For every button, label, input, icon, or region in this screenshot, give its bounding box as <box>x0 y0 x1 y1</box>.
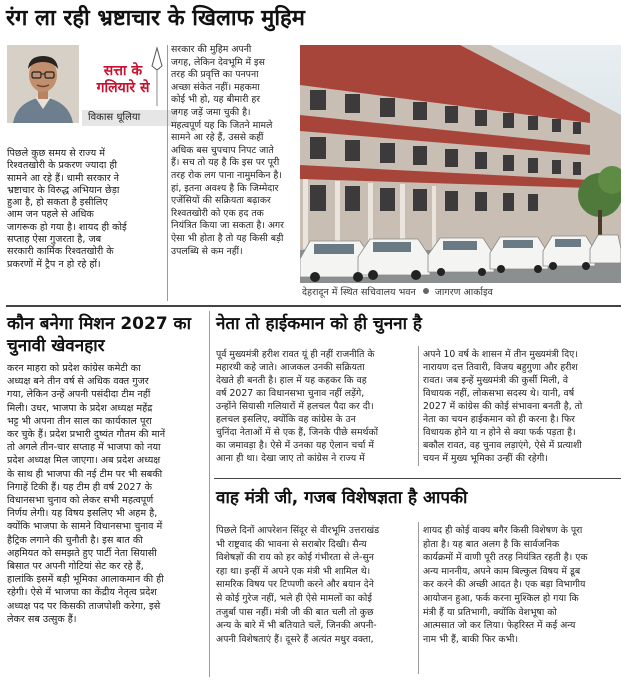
text-line: शायद ही कोई वाक्य बगैर किसी विशेषण के पूरा <box>423 525 583 536</box>
text-line: बकौल रावत, वह चुनाव लड़ाएंगे, ऐसे में प्रत्याशी <box>423 440 582 451</box>
story-neta-headline: नेता तो हाईकमान को ही चुनना है <box>216 314 422 334</box>
text-line: नाम भी हैं, बाकी फिर कभी। <box>423 633 518 645</box>
text-line: बिसात पर अपनी गोटियां सेट कर रहे हैं, <box>7 561 144 573</box>
text-line: क्योंकि भाजपा के सामने विधानसभा चुनाव में <box>7 521 163 533</box>
text-line: आना ही था। देखा जाए तो कांग्रेस ने राज्य में <box>216 453 365 464</box>
text-line: प्रकरणों में ट्रैप न हो रहे हों। <box>7 258 101 270</box>
headline-line: कौन बनेगा मिशन 2027 का <box>7 314 192 334</box>
text-line: विधायक होने या न होने से क्या फर्क पड़ता है। <box>423 427 576 438</box>
text-line: का जमावड़ा है। ऐसे में उनका यह ऐलान चर्चा में <box>216 440 374 451</box>
text-line: लेकर सब उत्सुक हैं। <box>7 613 77 625</box>
text-line: भट्ट भी अपना तीन साल का कार्यकाल पूरा <box>7 415 152 427</box>
author-byline: विकास धूलिया <box>82 110 177 126</box>
text-line: मंत्री हैं या प्रतिभागी, क्योंकि वेशभूषा को <box>423 606 557 618</box>
text-line: आत्मसात जो कर लिया। फेहरिस्त में कई अन्य <box>423 620 576 632</box>
text-line: पूर्व मुख्यमंत्री हरीश रावत यूं ही नहीं राजनीति के <box>216 349 375 360</box>
column-divider <box>418 522 419 674</box>
column-divider <box>209 311 210 677</box>
text-line: तरह की प्रवृत्ति का पनपना <box>171 69 259 81</box>
text-line: देखते ही बनती है। हाल में यह कहकर कि वह <box>216 375 367 386</box>
text-line: रावत। जब इन्हें मुख्यमंत्री की कुर्सी मिली, वे <box>423 375 569 386</box>
text-line: सरकार की मुहिम अपनी <box>171 44 252 55</box>
text-line: अच्छा संकेत नहीं। महकमा <box>171 81 260 93</box>
text-line: आयोजन हुआ, फर्क करना मुश्किल हो गया कि <box>423 592 579 604</box>
text-line: चयन में मुख्य भूमिका उन्हीं की रहेगी। <box>423 453 548 464</box>
text-line: सामरिक विषय पर टिप्पणी करने और बयान देने <box>216 579 374 591</box>
text-line: अन्य माननीय, अपने काम बिल्कुल विषय में डूब <box>423 565 581 577</box>
story-mission-headline <box>7 313 203 357</box>
section-divider <box>214 478 621 479</box>
headline-line: चुनावी खेवनहार <box>7 336 105 356</box>
text-line: नारायण दत्त तिवारी, विजय बहुगुणा और हरीश <box>423 362 578 373</box>
text-line: विशेषज्ञों की राय को हर कोई गंभीरता से ले-सुन <box>216 552 374 564</box>
text-line: आम जन पहले से अधिक <box>7 209 94 221</box>
text-line: से कोई गुरेज नहीं, भले ही ऐसे मामलों का कोई <box>216 592 372 604</box>
caption-bullet-icon <box>423 288 429 294</box>
secretariat-photo <box>300 45 621 283</box>
caption-text: देहरादून में स्थित सचिवालय भवन <box>302 287 416 298</box>
text-line: रिश्वतखोरी के प्रकरण ज्यादा ही <box>7 160 117 172</box>
text-line: उन्होंने सियासी गलियारों में हलचल पैदा कर दी। <box>216 401 374 412</box>
text-line: हलचल इसलिए, क्योंकि वह कांग्रेस के उन <box>216 414 356 425</box>
photo-caption <box>302 287 620 299</box>
text-line: एजेंसियों की सक्रियता बढ़ाकर <box>171 195 271 207</box>
story-mission-body <box>7 362 205 626</box>
text-line: कोई भी हो, यह बीमारी हर <box>171 94 261 106</box>
columnist-photo <box>7 45 79 123</box>
text-line: हैं। सच तो यह है कि इस पर पूरी <box>171 157 280 169</box>
text-line: सप्ताह ऐसा गुजरता है, जब <box>7 234 102 246</box>
text-line: जागरूक हो गया है। शायद ही कोई <box>7 221 127 233</box>
text-line: वर्ष 2027 का विधानसभा चुनाव नहीं लड़ेंगे, <box>216 388 365 399</box>
text-line: निर्णय लेगी। यह विषय इसलिए भी अहम है, <box>7 508 158 520</box>
text-line: अहमियत को समझते हुए पार्टी नेता सियासी <box>7 547 157 559</box>
text-line: कर करने की अच्छी आदत है। एक बड़ा विभागीय <box>423 579 586 591</box>
column-divider <box>167 45 168 301</box>
text-line: मिली। उधर, भाजपा के प्रदेश अध्यक्ष महेंद्र <box>7 402 153 414</box>
text-line: 2027 में कांग्रेस की कोई संभावना बनती है, तो <box>423 401 583 412</box>
story-mantri-headline: वाह मंत्री जी, गजब विशेषज्ञता है आपकी <box>216 488 468 508</box>
text-line: अपने 10 वर्ष के शासन में तीन मुख्यमंत्री दिए। <box>423 349 578 360</box>
text-line: सरकारी कार्मिक रिश्वतखोरी के <box>7 246 114 258</box>
text-line: भ्रष्टाचार के विरुद्ध अभियान छेड़ा <box>7 184 120 196</box>
lead-story-col2 <box>171 44 297 258</box>
column-title <box>88 63 158 97</box>
text-line: जगह, लेकिन देवभूमि में इस <box>171 56 265 68</box>
text-line: जगह जड़ें जमा चुकी है। <box>171 106 251 118</box>
text-line: चुनिंदा नेताओं में से एक हैं, जिनके पीछे समर्थकों <box>216 427 378 438</box>
text-line: उपलब्धि से कम नहीं। <box>171 245 243 257</box>
text-line: ऐसा भी होता है तो यह किसी बड़ी <box>171 232 284 244</box>
main-headline: रंग ला रही भ्रष्टाचार के खिलाफ मुहिम <box>6 6 305 31</box>
text-line: भी राष्ट्रवाद की भावना से सराबोर दिखी। सैन्य <box>216 538 367 550</box>
caption-credit: जागरण आर्काइव <box>434 287 493 298</box>
text-line: अध्यक्ष बने तीन वर्ष से अधिक वक्त गुजर <box>7 376 149 388</box>
text-line: महत्वपूर्ण यह कि जितने मामले <box>171 119 273 131</box>
story-neta-col1 <box>216 348 414 465</box>
text-line: महारथी कहे जाते। आजकल उनकी सक्रियता <box>216 362 365 373</box>
text-line: कार्यक्रमों में वाणी पूरी तरह नियंत्रित रहती है। एक <box>423 552 588 564</box>
column-title-line1: सत्ता के <box>103 63 143 79</box>
text-line: सामने आ रहे हैं। धामी सरकार ने <box>7 172 119 184</box>
text-line: विधायक नहीं, लोकसभा सदस्य थे। यानी, वर्ष <box>423 388 575 399</box>
text-line: रिश्वतखोरी को एक हद तक <box>171 207 264 219</box>
text-line: गया, लेकिन उन्हें अपनी पसंदीदा टीम नहीं <box>7 389 151 401</box>
text-line: रहेगी। ऐसे में भाजपा का केंद्रीय नेतृत्व प्रदेश <box>7 587 157 599</box>
text-line: अधिक बस चुपचाप निपट जाते <box>171 144 274 156</box>
text-line: अध्यक्ष पद पर किसकी ताजपोशी करेगा, इसे <box>7 600 161 612</box>
text-line: हैट्रिक लगाने की चुनौती है। इस बात की <box>7 534 143 546</box>
text-line: कर चुके हैं। प्रदेश प्रभारी दुष्यंत गौतम की मानें <box>7 429 166 441</box>
text-line: के साथ ही भाजपा की नई टीम पर भी सबकी <box>7 468 163 480</box>
text-line: हां, इतना अवश्य है कि जिम्मेदार <box>171 182 279 194</box>
text-line: रहा था। इन्हीं में अपने एक मंत्री भी शामिल थे। <box>216 565 371 577</box>
lead-story-col1 <box>7 148 167 271</box>
building-illustration <box>300 45 621 283</box>
text-line: होता है। यह बात अलग है कि सार्वजनिक <box>423 538 560 550</box>
text-line: पिछले कुछ समय से राज्य में <box>7 148 105 159</box>
text-line: नेता का चयन हाईकमान को ही करना है। फिर <box>423 414 575 425</box>
story-mantri-col2 <box>423 524 621 646</box>
text-line: हुआ है, हो सकता है इसीलिए <box>7 197 108 209</box>
text-line: तो अगले तीन-चार सप्ताह में भाजपा को नया <box>7 442 161 454</box>
text-line: नियंत्रित किया जा सकता है। अगर <box>171 220 284 232</box>
text-line: प्रदेश अध्यक्ष मिल जाएगा। अब प्रदेश अध्यक्ष <box>7 455 161 467</box>
text-line: हालांकि इसमें बड़ी भूमिका आलाकमान की ही <box>7 574 164 586</box>
column-divider <box>418 346 419 466</box>
text-line: अन्य के बारे में भी बतियाते चलें, जिनकी अपनी- <box>216 620 377 632</box>
text-line: करन माहरा को प्रदेश कांग्रेस कमेटी का <box>7 363 141 374</box>
story-mantri-col1 <box>216 524 414 646</box>
text-line: विधानसभा चुनाव को लेकर सभी महत्वपूर्ण <box>7 495 154 507</box>
text-line: अपनी विशेषताएं हैं। दूसरे हैं अत्यंत मधुर वक्ता, <box>216 633 374 645</box>
text-line: तरह रोक लग पाना नामुमकिन है। <box>171 169 282 181</box>
column-title-line2: गलियारे से <box>96 80 150 96</box>
text-line: निगाहें टिकी हैं। यह टीम ही वर्ष 2027 के <box>7 481 153 493</box>
text-line: पिछले दिनों आपरेशन सिंदूर से वीरभूमि उत्तराखंड <box>216 525 380 536</box>
section-divider <box>6 305 621 307</box>
story-neta-col2 <box>423 348 621 465</box>
columnist-portrait <box>7 45 79 123</box>
pen-nib-icon <box>150 46 164 106</box>
text-line: सामने आ रहे हैं, उससे कहीं <box>171 132 264 144</box>
text-line: तजुर्बा पास नहीं। मंत्री जी की बात चली तो कुछ <box>216 606 374 618</box>
